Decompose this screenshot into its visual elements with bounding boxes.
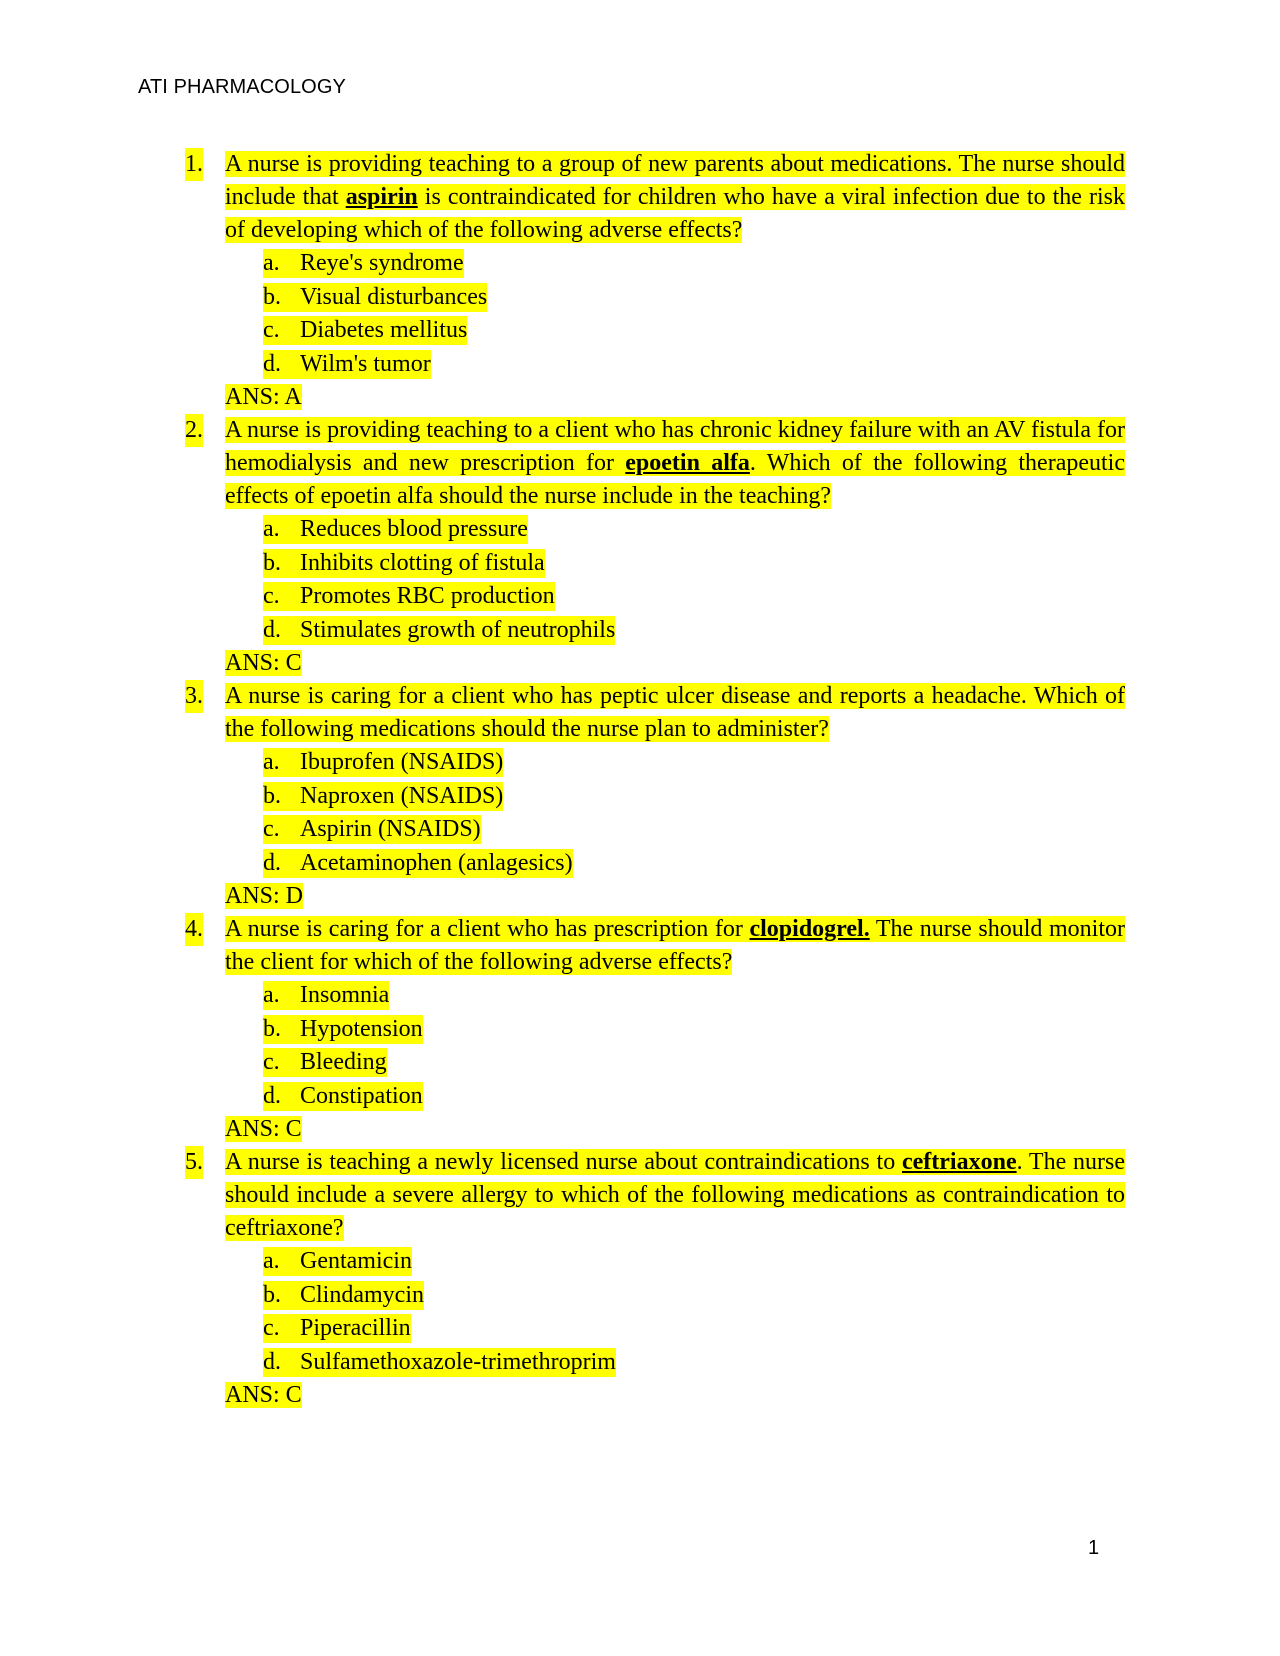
drug-keyword: epoetin alfa xyxy=(625,450,750,476)
answer-text: ANS: C xyxy=(225,1382,302,1408)
option-d xyxy=(263,847,1125,881)
page-number: 1 xyxy=(1088,1537,1100,1559)
question-text-before: A nurse is caring for a client who has prescription for xyxy=(225,916,750,942)
option-text: Clindamycin xyxy=(300,1281,424,1308)
option-letter: b. xyxy=(263,782,281,809)
option-text: Constipation xyxy=(300,1082,423,1109)
question-stem xyxy=(225,148,1125,247)
option-d xyxy=(263,1346,1125,1380)
option-letter: d. xyxy=(263,1082,281,1109)
option-b xyxy=(263,281,1125,315)
option-letter: b. xyxy=(263,1281,281,1308)
option-letter: a. xyxy=(263,516,280,542)
option-b xyxy=(263,780,1125,814)
option-letter: c. xyxy=(263,1315,280,1341)
question-text-before: A nurse is providing teaching to a group of new parents about medications. The nurse should include that xyxy=(225,151,1125,210)
option-letter: d. xyxy=(263,849,281,876)
question-2 xyxy=(185,414,1125,680)
question-text-after: . The nurse should include a severe allergy to which of the following medications as contraindication to ceftriaxone? xyxy=(225,1149,1126,1241)
option-a xyxy=(263,979,1125,1013)
option-letter: a. xyxy=(263,250,280,276)
option-c xyxy=(263,580,1125,614)
question-text-after: . Which of the following therapeutic effects of epoetin alfa should the nurse include in the teaching? xyxy=(225,450,1125,509)
option-letter: c. xyxy=(263,1049,280,1075)
drug-keyword: aspirin xyxy=(345,184,418,210)
option-letter: a. xyxy=(263,1248,280,1274)
option-c xyxy=(263,813,1125,847)
answer-options xyxy=(185,247,1125,381)
option-c xyxy=(263,314,1125,348)
option-letter: b. xyxy=(263,283,281,310)
answer-options xyxy=(185,746,1125,880)
question-5 xyxy=(185,1146,1125,1412)
option-letter: a. xyxy=(263,749,280,775)
option-d xyxy=(263,348,1125,382)
option-text: Hypotension xyxy=(300,1015,423,1042)
option-c xyxy=(263,1312,1125,1346)
option-letter: b. xyxy=(263,1015,281,1042)
option-text: Sulfamethoxazole-trimethroprim xyxy=(300,1348,616,1375)
question-text-before: A nurse is providing teaching to a client who has chronic kidney failure with an AV fistula for hemodialysis and new prescription for xyxy=(225,417,1125,476)
question-list xyxy=(185,148,1125,1412)
option-letter: c. xyxy=(263,816,280,842)
option-a xyxy=(263,247,1125,281)
option-text: Insomnia xyxy=(300,982,390,1008)
page-header: ATI PHARMACOLOGY xyxy=(138,76,346,98)
option-a xyxy=(263,513,1125,547)
answer-key xyxy=(225,381,1125,414)
question-number: 5. xyxy=(185,1146,203,1179)
question-text-after: The nurse should monitor the client for which of the following adverse effects? xyxy=(225,916,1125,975)
option-text: Bleeding xyxy=(300,1049,387,1075)
question-text-before: A nurse is caring for a client who has peptic ulcer disease and reports a headache. Which of the following medications should the nurse plan to administer? xyxy=(225,683,1125,742)
answer-text: ANS: C xyxy=(225,1116,302,1142)
answer-key xyxy=(225,647,1125,680)
option-b xyxy=(263,1013,1125,1047)
answer-key xyxy=(225,880,1125,913)
option-text: Stimulates growth of neutrophils xyxy=(300,616,616,643)
option-text: Wilm's tumor xyxy=(300,350,431,377)
question-3 xyxy=(185,680,1125,913)
question-number: 4. xyxy=(185,913,203,946)
option-letter: c. xyxy=(263,317,280,343)
question-number: 3. xyxy=(185,680,203,713)
question-stem xyxy=(225,414,1125,513)
option-letter: c. xyxy=(263,583,280,609)
option-letter: d. xyxy=(263,1348,281,1375)
question-stem xyxy=(225,1146,1125,1245)
option-letter: b. xyxy=(263,549,281,576)
option-text: Promotes RBC production xyxy=(300,583,555,609)
answer-text: ANS: C xyxy=(225,650,302,676)
answer-options xyxy=(185,513,1125,647)
question-number: 2. xyxy=(185,414,203,447)
option-letter: d. xyxy=(263,616,281,643)
option-text: Acetaminophen (anlagesics) xyxy=(300,849,573,876)
option-d xyxy=(263,614,1125,648)
option-text: Reye's syndrome xyxy=(300,250,464,276)
option-d xyxy=(263,1080,1125,1114)
option-text: Visual disturbances xyxy=(300,283,488,310)
option-a xyxy=(263,746,1125,780)
drug-keyword: clopidogrel. xyxy=(749,916,870,942)
answer-options xyxy=(185,979,1125,1113)
option-text: Piperacillin xyxy=(300,1315,411,1341)
question-stem xyxy=(225,680,1125,746)
option-text: Naproxen (NSAIDS) xyxy=(300,782,504,809)
option-text: Aspirin (NSAIDS) xyxy=(300,816,481,842)
question-text-after: is contraindicated for children who have a viral infection due to the risk of developing which of the following adverse effects? xyxy=(225,184,1125,243)
question-1 xyxy=(185,148,1125,414)
option-text: Ibuprofen (NSAIDS) xyxy=(300,749,504,775)
option-text: Gentamicin xyxy=(300,1248,412,1274)
option-c xyxy=(263,1046,1125,1080)
option-b xyxy=(263,1279,1125,1313)
option-letter: a. xyxy=(263,982,280,1008)
answer-key xyxy=(225,1113,1125,1146)
option-text: Diabetes mellitus xyxy=(300,317,468,343)
option-text: Reduces blood pressure xyxy=(300,516,528,542)
option-a xyxy=(263,1245,1125,1279)
answer-options xyxy=(185,1245,1125,1379)
drug-keyword: ceftriaxone xyxy=(901,1149,1017,1175)
question-stem xyxy=(225,913,1125,979)
option-text: Inhibits clotting of fistula xyxy=(300,549,545,576)
option-letter: d. xyxy=(263,350,281,377)
question-text-before: A nurse is teaching a newly licensed nurse about contraindications to xyxy=(225,1149,902,1175)
question-4 xyxy=(185,913,1125,1146)
answer-text: ANS: A xyxy=(225,384,302,410)
answer-text: ANS: D xyxy=(225,883,304,909)
question-number: 1. xyxy=(185,148,203,181)
answer-key xyxy=(225,1379,1125,1412)
option-b xyxy=(263,547,1125,581)
